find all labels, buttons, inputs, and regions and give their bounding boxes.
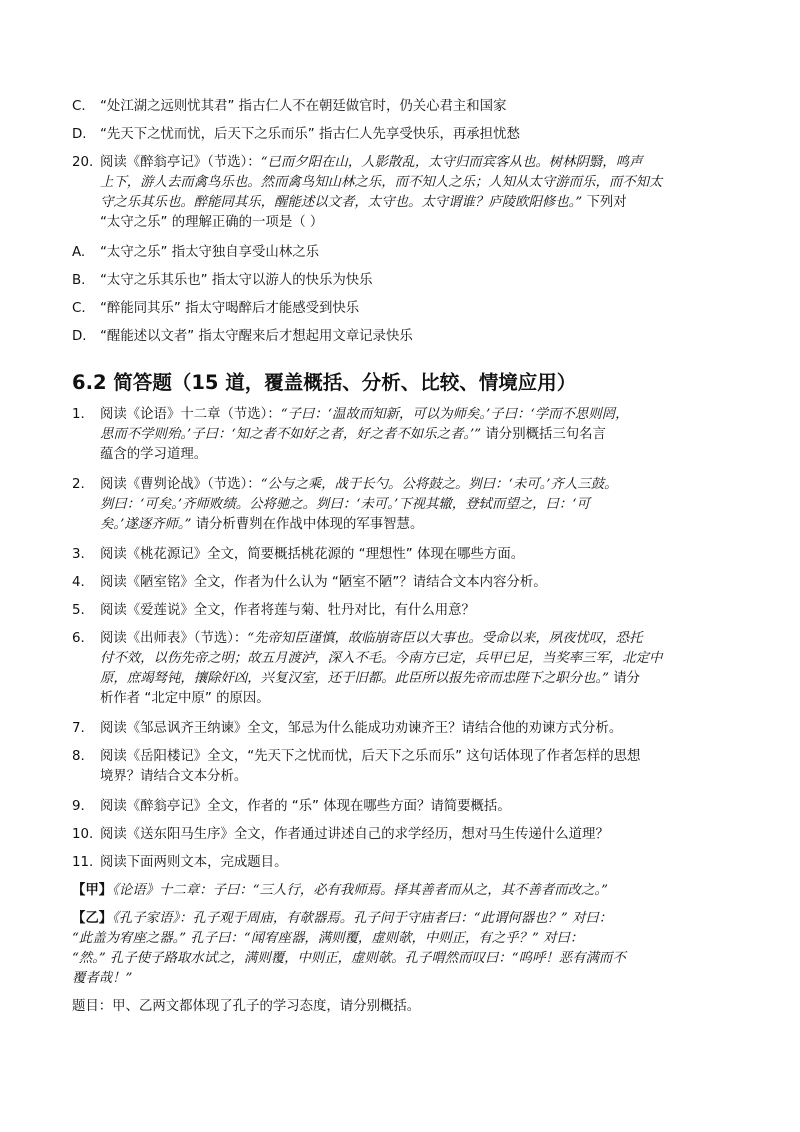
question-11-prompt: 题目：甲、乙两文都体现了孔子的学习态度，请分别概括。 (72, 999, 421, 1014)
question-number: 3. (72, 547, 85, 562)
question-number: 20. (72, 155, 94, 170)
question-8-line-1: 阅读《岳阳楼记》全文，“先天下之忧而忧，后天下之乐而乐” 这句话体现了作者怎样的思想 (100, 749, 641, 764)
question-1-line-2: 思而不学则殆。’子曰：‘知之者不如好之者，好之者不如乐之者。’” 请分别概括三句名言 (100, 427, 606, 442)
question-number: 8. (72, 749, 85, 764)
question-9-text: 阅读《醉翁亭记》全文，作者的 “乐” 体现在哪些方面？请简要概括。 (100, 799, 511, 814)
question-number: 5. (72, 603, 85, 618)
question-20-line-1: 阅读《醉翁亭记》（节选）：“已而夕阳在山，人影散乱，太守归而宾客从也。树林阴翳，鸣声 (100, 155, 643, 170)
question-1-line-1: 阅读《论语》十二章（节选）：“子曰：‘温故而知新，可以为师矣。’子曰：‘学而不思则罔， (100, 407, 629, 422)
question-number: 7. (72, 721, 85, 736)
question-7-text: 阅读《邹忌讽齐王纳谏》全文，邹忌为什么能成功劝谏齐王？请结合他的劝谏方式分析。 (100, 721, 623, 736)
question-number: 10. (72, 827, 94, 842)
option-text: “先天下之忧而忧，后天下之乐而乐” 指古仁人先享受快乐，再承担忧愁 (100, 127, 520, 142)
question-10-text: 阅读《送东阳马生序》全文，作者通过讲述自己的求学经历，想对马生传递什么道理？ (100, 827, 609, 842)
question-3-text: 阅读《桃花源记》全文，简要概括桃花源的 “理想性” 体现在哪些方面。 (100, 547, 525, 562)
question-number: 1. (72, 407, 85, 422)
question-6-line-4: 析作者 “北定中原” 的原因。 (100, 691, 270, 706)
question-6-line-3: 原，庶竭驽钝，攘除奸凶，兴复汉室，还于旧都。此臣所以报先帝而忠陛下之职分也。” 请分 (100, 671, 641, 686)
question-number: 11. (72, 855, 94, 870)
option-letter: C. (72, 301, 86, 316)
question-11-text: 阅读下面两则文本，完成题目。 (100, 855, 288, 870)
question-6-line-1: 阅读《出师表》（节选）：“先帝知臣谨慎，故临崩寄臣以大事也。受命以来，夙夜忧叹，恐托 (100, 631, 643, 646)
option-text: “处江湖之远则忧其君” 指古仁人不在朝廷做官时，仍关心君主和国家 (100, 99, 507, 114)
question-20-line-2: 上下，游人去而禽鸟乐也。然而禽鸟知山林之乐，而不知人之乐；人知从太守游而乐，而不知太 (100, 175, 663, 190)
question-4-text: 阅读《陋室铭》全文，作者为什么认为 “陋室不陋”？请结合文本内容分析。 (100, 575, 547, 590)
option-text: “太守之乐其乐也” 指太守以游人的快乐为快乐 (100, 273, 373, 288)
question-5-text: 阅读《爱莲说》全文，作者将莲与菊、牡丹对比，有什么用意？ (100, 603, 475, 618)
question-20-line-3: 守之乐其乐也。醉能同其乐，醒能述以文者，太守也。太守谓谁？庐陵欧阳修也。” 下列对 (100, 195, 627, 210)
question-number: 4. (72, 575, 85, 590)
section-heading: 6.2 简答题（15 道，覆盖概括、分析、比较、情境应用） (72, 371, 577, 394)
text-yi-line-3: “然。” 孔子使子路取水试之，满则覆，中则正，虚则欹。孔子喟然而叹曰：“呜呼！恶有满而不 (72, 951, 626, 966)
text-yi-line-1: 【乙】《孔子家语》：孔子观于周庙，有欹器焉。孔子问于守庙者曰：“此谓何器也？” 对曰： (72, 911, 613, 926)
option-text: “太守之乐” 指太守独自享受山林之乐 (100, 245, 319, 260)
question-1-line-3: 蕴含的学习道理。 (100, 447, 208, 462)
text-yi-line-2: “此盖为宥座之器。” 孔子曰：“闻宥座器，满则覆，虚则欹，中则正，有之乎？” 对曰： (72, 931, 584, 946)
question-2-line-1: 阅读《曹刿论战》（节选）：“公与之乘，战于长勺。公将鼓之。刿曰：‘未可。’齐人三鼓。 (100, 477, 618, 492)
option-letter: B. (72, 273, 86, 288)
question-2-line-2: 刿曰：‘可矣。’齐师败绩。公将驰之。刿曰：‘未可。’下视其辙，登轼而望之，曰：‘可 (100, 497, 590, 512)
question-number: 2. (72, 477, 85, 492)
option-letter: A. (72, 245, 86, 260)
question-number: 9. (72, 799, 85, 814)
question-2-line-3: 矣。’遂逐齐师。” 请分析曹刿在作战中体现的军事智慧。 (100, 517, 424, 532)
question-6-line-2: 付不效，以伤先帝之明；故五月渡泸，深入不毛。今南方已定，兵甲已足，当奖率三军，北定中 (100, 651, 663, 666)
option-text: “醉能同其乐” 指太守喝醉后才能感受到快乐 (100, 301, 360, 316)
option-letter: C. (72, 99, 86, 114)
question-8-line-2: 境界？请结合文本分析。 (100, 769, 248, 784)
question-number: 6. (72, 631, 85, 646)
option-text: “醒能述以文者” 指太守醒来后才想起用文章记录快乐 (100, 329, 413, 344)
question-20-line-4: “太守之乐” 的理解正确的一项是（ ） (100, 215, 324, 230)
text-jia: 【甲】《论语》十二章：子曰：“三人行，必有我师焉。择其善者而从之，其不善者而改之。” (72, 883, 608, 898)
option-letter: D. (72, 127, 87, 142)
option-letter: D. (72, 329, 87, 344)
text-yi-line-4: 覆者哉！” (72, 971, 133, 986)
